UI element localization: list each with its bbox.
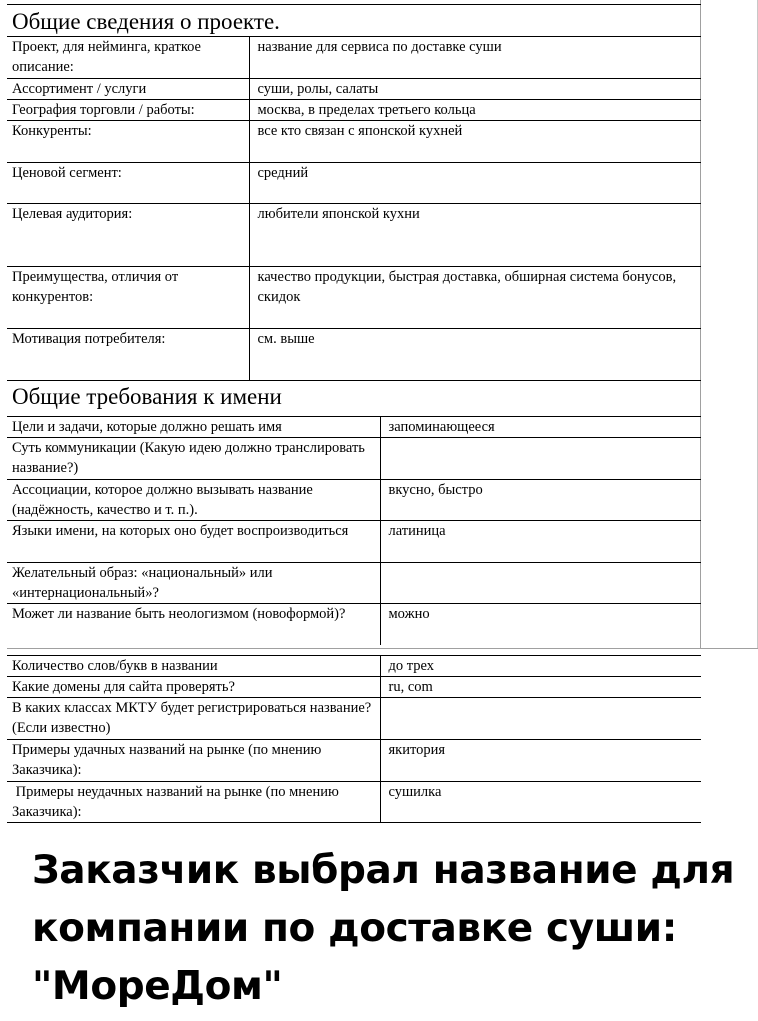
row-value: москва, в пределах третьего кольца	[249, 100, 701, 121]
client-choice-caption: Заказчик выбрал название для компании по доставке суши: "МореДом"	[32, 848, 735, 1009]
row-label: География торговли / работы:	[7, 100, 249, 121]
page-break-line	[7, 648, 758, 649]
row-label: Ассортимент / услуги	[7, 79, 249, 100]
row-label: Конкуренты:	[7, 121, 249, 163]
section2-title: Общие требования к имени	[7, 380, 701, 416]
row-value: латиница	[380, 520, 701, 562]
row-value: можно	[380, 603, 701, 645]
row-label: Может ли название быть неологизмом (новоформой)?	[12, 605, 346, 622]
row-value: суши, ролы, салаты	[249, 79, 701, 100]
row-label: Проект, для нейминга, краткое описание:	[7, 37, 249, 79]
row-label: Желательный образ: «национальный» или «интернациональный»?	[7, 562, 380, 603]
row-label: Какие домены для сайта проверять?	[7, 677, 380, 698]
row-value: любители японской кухни	[249, 204, 701, 267]
row-value	[380, 562, 701, 603]
row-value: средний	[249, 163, 701, 204]
row-value: название для сервиса по доставке суши	[249, 37, 701, 79]
row-label: Примеры неудачных названий на рынке (по мнению Заказчика):	[7, 782, 380, 823]
row-label: Мотивация потребителя:	[7, 329, 249, 381]
name-requirements-table	[7, 380, 701, 645]
row-label: В каких классах МКТУ будет регистрироваться название? (Если известно)	[7, 698, 380, 740]
name-requirements-table-continued	[7, 655, 701, 823]
row-value	[380, 437, 701, 479]
row-label: Ассоциации, которое должно вызывать название (надёжность, качество и т. п.).	[7, 479, 380, 520]
row-value: качество продукции, быстрая доставка, обширная система бонусов, скидок	[249, 267, 701, 329]
row-value: якитория	[380, 740, 701, 782]
row-label: Примеры удачных названий на рынке (по мнению Заказчика):	[7, 740, 380, 782]
row-label: Целевая аудитория:	[7, 204, 249, 267]
row-value: см. выше	[249, 329, 701, 381]
row-value: все кто связан с японской кухней	[249, 121, 701, 163]
row-label: Преимущества, отличия от конкурентов:	[7, 267, 249, 329]
row-label: Количество слов/букв в названии	[7, 656, 380, 677]
row-label: Языки имени, на которых оно будет воспроизводиться	[7, 520, 380, 562]
section1-title: Общие сведения о проекте.	[7, 5, 701, 37]
project-info-table	[7, 4, 701, 381]
row-value: сушилка	[380, 782, 701, 823]
row-value: ru, com	[380, 677, 701, 698]
row-label: Ценовой сегмент:	[7, 163, 249, 204]
row-label: Суть коммуникации (Какую идею должно транслировать название?)	[7, 437, 380, 479]
row-value: до трех	[380, 656, 701, 677]
row-label: Цели и задачи, которые должно решать имя	[7, 416, 380, 437]
row-value	[380, 698, 701, 740]
row-value: вкусно, быстро	[380, 479, 701, 520]
row-value: запоминающееся	[380, 416, 701, 437]
